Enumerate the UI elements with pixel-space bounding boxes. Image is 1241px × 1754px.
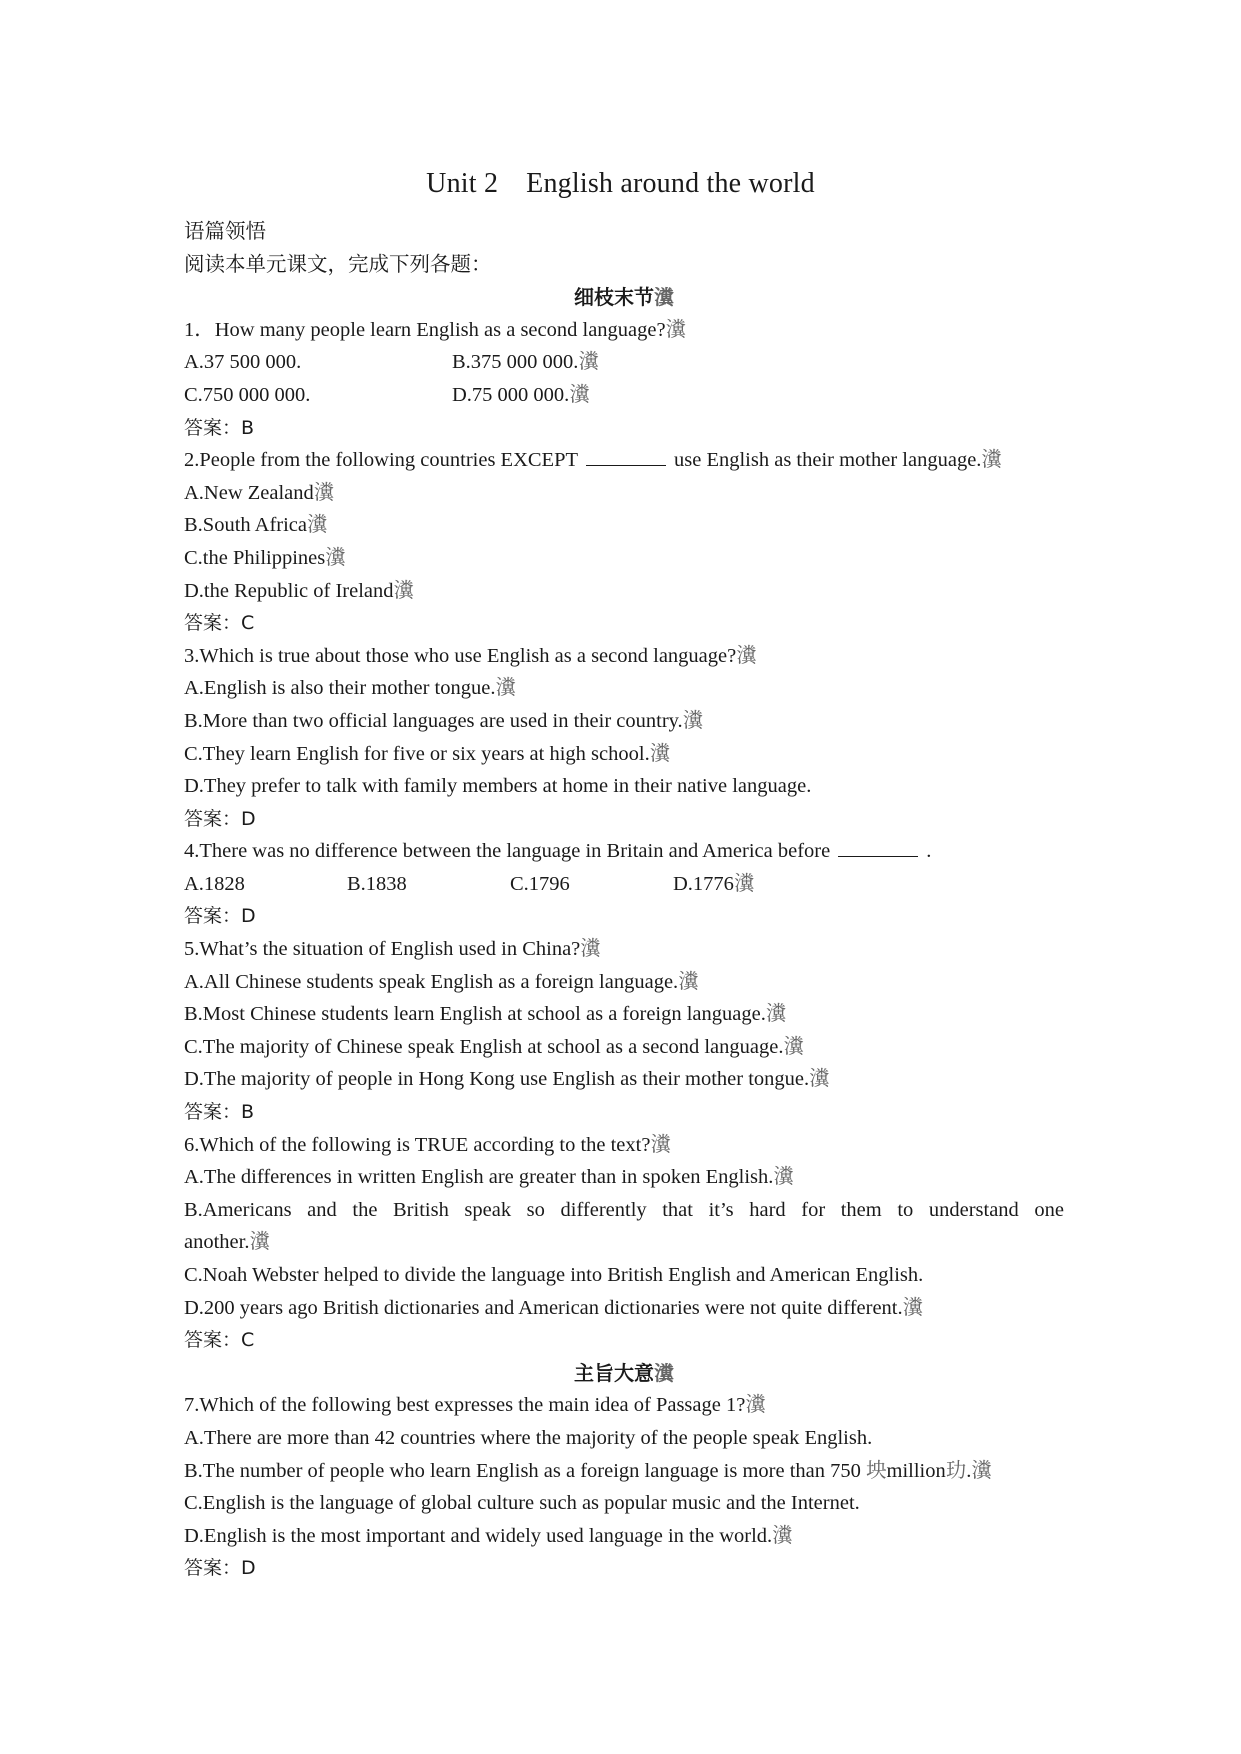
option-d: D.English is the most important and widely used language in the world.瀵 — [184, 1524, 793, 1547]
option-b: B.375 000 000.瀵 — [452, 351, 599, 374]
option-a: A.1828 — [184, 872, 245, 895]
option-a: A.37 500 000. — [184, 351, 302, 374]
option-c: C.Noah Webster helped to divide the language into British English and American English. — [184, 1264, 924, 1286]
answer-4: 答案：D — [184, 905, 256, 928]
option-a: A.New Zealand瀵 — [184, 481, 335, 504]
document-body — [184, 216, 1064, 1585]
option-c: C.The majority of Chinese speak English at school as a second language.瀵 — [184, 1035, 804, 1058]
page-title — [0, 164, 1241, 204]
question-1-options-row-2 — [184, 379, 1064, 412]
option-a: A.English is also their mother tongue.瀵 — [184, 677, 516, 700]
question-4-options — [184, 868, 1064, 901]
option-b: B.Most Chinese students learn English at school as a foreign language.瀵 — [184, 1003, 787, 1026]
title-unit: Unit 2 — [426, 168, 499, 199]
option-d: D.75 000 000.瀵 — [452, 383, 590, 406]
option-b-line-2: another.瀵 — [184, 1231, 270, 1254]
option-d: D.200 years ago British dictionaries and American dictionaries were not quite different.瀵 — [184, 1296, 924, 1319]
option-b-line-1: B.Americans and the British speak so differently that it’s hard for them to understand one — [184, 1198, 1064, 1221]
question-2-stem: 2.People from the following countries EXCEPT use English as their mother language.瀵 — [184, 444, 1064, 477]
question-5-stem: 5.What’s the situation of English used in China?瀵 — [184, 938, 601, 961]
question-4-stem: 4.There was no difference between the language in Britain and America before . — [184, 835, 1064, 868]
answer-7: 答案：D — [184, 1557, 256, 1580]
option-d: D.The majority of people in Hong Kong use English as their mother tongue.瀵 — [184, 1068, 830, 1091]
option-c: C.They learn English for five or six years at high school.瀵 — [184, 742, 671, 765]
question-1-options-row-1 — [184, 346, 1064, 379]
answer-1: 答案：B — [184, 416, 255, 439]
question-6-stem: 6.Which of the following is TRUE according to the text?瀵 — [184, 1133, 671, 1156]
option-c: C.English is the language of global culture such as popular music and the Internet. — [184, 1492, 860, 1515]
header-label-1: 语篇领悟 — [184, 221, 266, 243]
section-heading-main-idea: 主旨大意瀵 — [574, 1360, 674, 1385]
option-d: D.1776瀵 — [673, 872, 755, 895]
option-c: C.1796 — [510, 872, 570, 895]
option-a: A.The differences in written English are greater than in spoken English.瀵 — [184, 1166, 794, 1189]
answer-blank — [838, 836, 918, 857]
option-d: D.They prefer to talk with family members at home in their native language. — [184, 775, 812, 798]
option-b: B.More than two official languages are used in their country.瀵 — [184, 709, 704, 732]
answer-3: 答案：D — [184, 807, 256, 830]
option-a: A.All Chinese students speak English as a foreign language.瀵 — [184, 970, 699, 993]
answer-6: 答案：C — [184, 1329, 255, 1352]
question-3-stem: 3.Which is true about those who use English as a second language?瀵 — [184, 644, 757, 667]
title-topic: English around the world — [526, 168, 815, 199]
option-b: B.1838 — [347, 872, 407, 895]
option-b: B.The number of people who learn English as a foreign language is more than 750 坱million玏.瀵 — [184, 1459, 992, 1482]
option-b: B.South Africa瀵 — [184, 514, 328, 537]
question-1-stem: 1．How many people learn English as a second language?瀵 — [184, 318, 687, 341]
option-a: A.There are more than 42 countries where the majority of the people speak English. — [184, 1426, 873, 1449]
question-7-stem: 7.Which of the following best expresses the main idea of Passage 1?瀵 — [184, 1394, 766, 1417]
option-c: C.750 000 000. — [184, 383, 311, 406]
header-label-2: 阅读本单元课文，完成下列各题： — [184, 253, 492, 276]
answer-2: 答案：C — [184, 612, 255, 635]
option-d: D.the Republic of Ireland瀵 — [184, 579, 414, 602]
option-c: C.the Philippines瀵 — [184, 546, 346, 569]
answer-blank — [586, 445, 666, 466]
answer-5: 答案：B — [184, 1101, 255, 1124]
section-heading-detail: 细枝末节瀵 — [574, 285, 674, 310]
